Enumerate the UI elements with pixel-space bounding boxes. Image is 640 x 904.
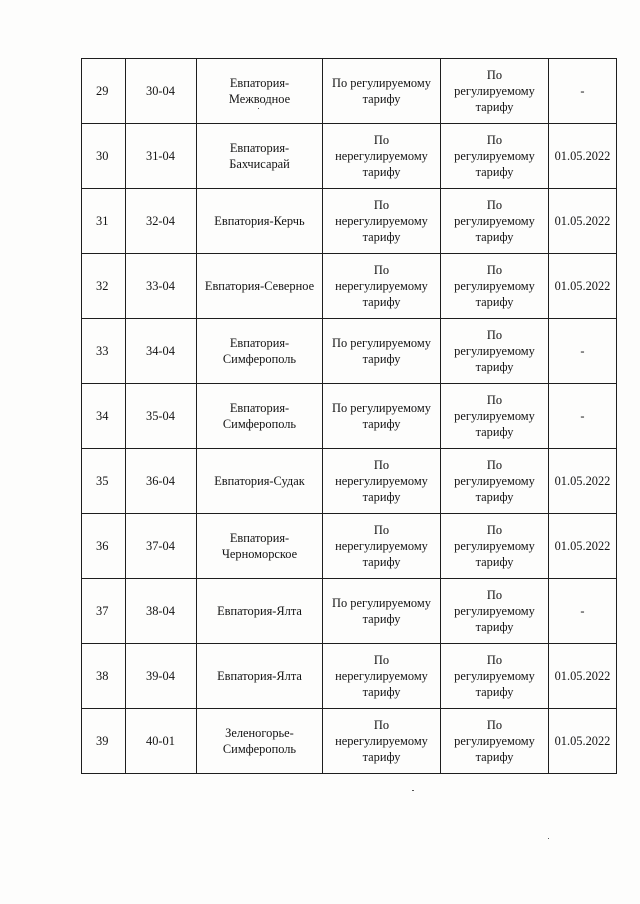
fare-type-cell: По нерегулируемому тарифу [323,189,441,254]
route-name-cell: Евпатория- Межводное [197,59,323,124]
route-name-cell: Зеленогорье- Симферополь [197,709,323,774]
effective-date-cell: 01.05.2022 [549,189,617,254]
fare-type-cell: По регулируемому тарифу [441,319,549,384]
table-row [82,514,617,579]
fare-type-cell: По нерегулируемому тарифу [323,449,441,514]
row-number-cell: 38 [82,644,126,709]
scan-speck [412,790,414,791]
route-table [81,58,617,774]
row-number-cell: 34 [82,384,126,449]
table-row [82,124,617,189]
effective-date-cell: - [549,384,617,449]
route-name-cell: Евпатория- Бахчисарай [197,124,323,189]
table-row [82,449,617,514]
route-code-cell: 32-04 [126,189,197,254]
table-row [82,709,617,774]
route-code-cell: 33-04 [126,254,197,319]
fare-type-cell: По регулируемому тарифу [441,254,549,319]
route-code-cell: 39-04 [126,644,197,709]
fare-type-cell: По регулируемому тарифу [441,579,549,644]
table-row [82,579,617,644]
route-code-cell: 40-01 [126,709,197,774]
effective-date-cell: - [549,319,617,384]
effective-date-cell: - [549,579,617,644]
effective-date-cell: 01.05.2022 [549,644,617,709]
table-row [82,319,617,384]
route-code-cell: 31-04 [126,124,197,189]
row-number-cell: 32 [82,254,126,319]
row-number-cell: 29 [82,59,126,124]
route-name-cell: Евпатория-Северное [197,254,323,319]
table-row [82,254,617,319]
fare-type-cell: По регулируемому тарифу [441,449,549,514]
route-name-cell: Евпатория-Ялта [197,579,323,644]
route-name-cell: Евпатория- Черноморское [197,514,323,579]
effective-date-cell: 01.05.2022 [549,709,617,774]
fare-type-cell: По регулируемому тарифу [323,319,441,384]
row-number-cell: 30 [82,124,126,189]
effective-date-cell: 01.05.2022 [549,449,617,514]
route-code-cell: 37-04 [126,514,197,579]
table-row [82,384,617,449]
table-row [82,189,617,254]
fare-type-cell: По регулируемому тарифу [323,579,441,644]
fare-type-cell: По регулируемому тарифу [441,384,549,449]
fare-type-cell: По регулируемому тарифу [323,59,441,124]
fare-type-cell: По регулируемому тарифу [441,514,549,579]
fare-type-cell: По нерегулируемому тарифу [323,644,441,709]
fare-type-cell: По нерегулируемому тарифу [323,709,441,774]
fare-type-cell: По нерегулируемому тарифу [323,254,441,319]
route-code-cell: 38-04 [126,579,197,644]
row-number-cell: 36 [82,514,126,579]
row-number-cell: 31 [82,189,126,254]
fare-type-cell: По регулируемому тарифу [323,384,441,449]
table-row [82,644,617,709]
route-code-cell: 36-04 [126,449,197,514]
fare-type-cell: По регулируемому тарифу [441,189,549,254]
row-number-cell: 39 [82,709,126,774]
row-number-cell: 33 [82,319,126,384]
route-name-cell: Евпатория-Судак [197,449,323,514]
fare-type-cell: По нерегулируемому тарифу [323,514,441,579]
fare-type-cell: По регулируемому тарифу [441,59,549,124]
effective-date-cell: - [549,59,617,124]
effective-date-cell: 01.05.2022 [549,514,617,579]
fare-type-cell: По регулируемому тарифу [441,709,549,774]
route-name-cell: Евпатория- Симферополь [197,384,323,449]
fare-type-cell: По регулируемому тарифу [441,124,549,189]
fare-type-cell: По нерегулируемому тарифу [323,124,441,189]
route-name-cell: Евпатория- Симферополь [197,319,323,384]
effective-date-cell: 01.05.2022 [549,254,617,319]
row-number-cell: 37 [82,579,126,644]
scan-speck [258,108,259,109]
route-name-cell: Евпатория-Ялта [197,644,323,709]
route-name-cell: Евпатория-Керчь [197,189,323,254]
route-table-body [82,59,617,774]
fare-type-cell: По регулируемому тарифу [441,644,549,709]
row-number-cell: 35 [82,449,126,514]
scan-speck [548,838,549,839]
effective-date-cell: 01.05.2022 [549,124,617,189]
route-code-cell: 30-04 [126,59,197,124]
route-code-cell: 35-04 [126,384,197,449]
route-code-cell: 34-04 [126,319,197,384]
table-row [82,59,617,124]
